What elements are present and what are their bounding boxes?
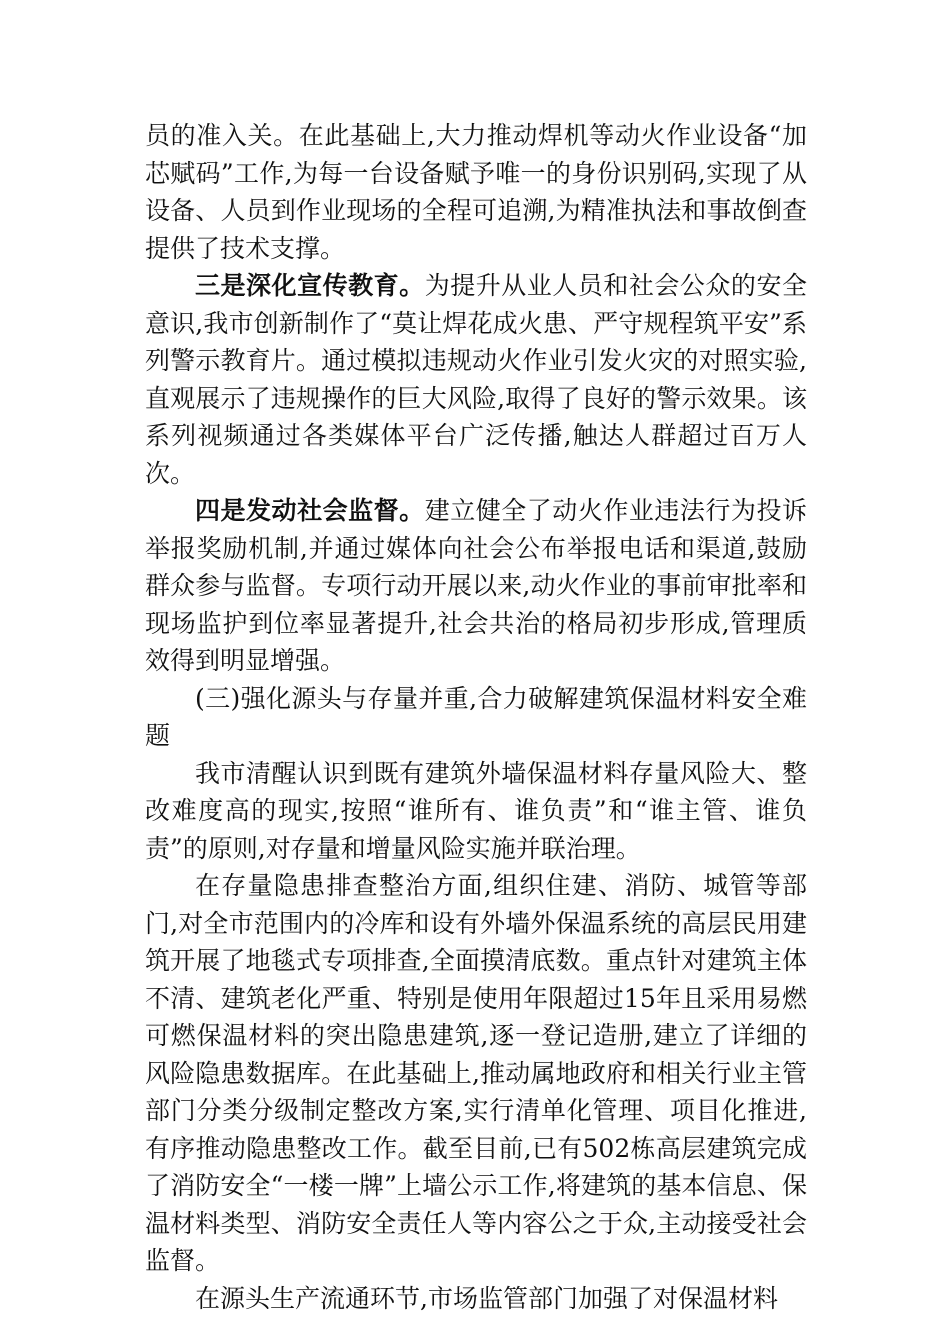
paragraph-text: 在源头生产流通环节,市场监管部门加强了对保温材料 [195, 1283, 778, 1313]
paragraph-text: 为提升从业人员和社会公众的安全意识,我市创新制作了“莫让焊花成火患、严守规程筑平安”系列警示教育片。通过模拟违规动火作业引发火灾的对照实验,直观展示了违规操作的巨大风险,取得了良好的警示效果。该系列视频通过各类媒体平台广泛传播,触达人群超过百万人次。 [145, 271, 807, 488]
paragraph-continuation [145, 117, 807, 267]
paragraph-text: 在存量隐患排查整治方面,组织住建、消防、城管等部门,对全市范围内的冷库和设有外墙外保温系统的高层民用建筑开展了地毯式专项排查,全面摸清底数。重点针对建筑主体不清、建筑老化严重、特别是使用年限超过15年且采用易燃可燃保温材料的突出隐患建筑,逐一登记造册,建立了详细的风险隐患数据库。在此基础上,推动属地政府和相关行业主管部门分类分级制定整改方案,实行清单化管理、项目化推进,有序推动隐患整改工作。截至目前,已有502栋高层建筑完成了消防安全“一楼一牌”上墙公示工作,将建筑的基本信息、保温材料类型、消防安全责任人等内容公之于众,主动接受社会监督。 [145, 871, 807, 1275]
paragraph-lead: 三是深化宣传教育。 [195, 271, 425, 300]
paragraph-intro [145, 755, 807, 868]
paragraph-text: 员的准入关。在此基础上,大力推动焊机等动火作业设备“加芯赋码”工作,为每一台设备赋予唯一的身份识别码,实现了从设备、人员到作业现场的全程可追溯,为精准执法和事故倒查提供了技术支撑。 [145, 121, 807, 263]
paragraph-stock-hazards [145, 867, 807, 1280]
paragraph-lead: 四是发动社会监督。 [195, 496, 425, 525]
document-page [145, 117, 807, 1317]
paragraph-text: 我市清醒认识到既有建筑外墙保温材料存量风险大、整改难度高的现实,按照“谁所有、谁负责”和“谁主管、谁负责”的原则,对存量和增量风险实施并联治理。 [145, 758, 807, 863]
paragraph-text: 建立健全了动火作业违法行为投诉举报奖励机制,并通过媒体向社会公布举报电话和渠道,鼓励群众参与监督。专项行动开展以来,动火作业的事前审批率和现场监护到位率显著提升,社会共治的格局初步形成,管理质效得到明显增强。 [145, 496, 807, 675]
paragraph-source-control [145, 1280, 807, 1318]
section-heading-text: (三)强化源头与存量并重,合力破解建筑保温材料安全难题 [145, 683, 807, 750]
paragraph-publicity-education [145, 267, 807, 492]
paragraph-social-supervision [145, 492, 807, 680]
section-heading [145, 680, 807, 755]
